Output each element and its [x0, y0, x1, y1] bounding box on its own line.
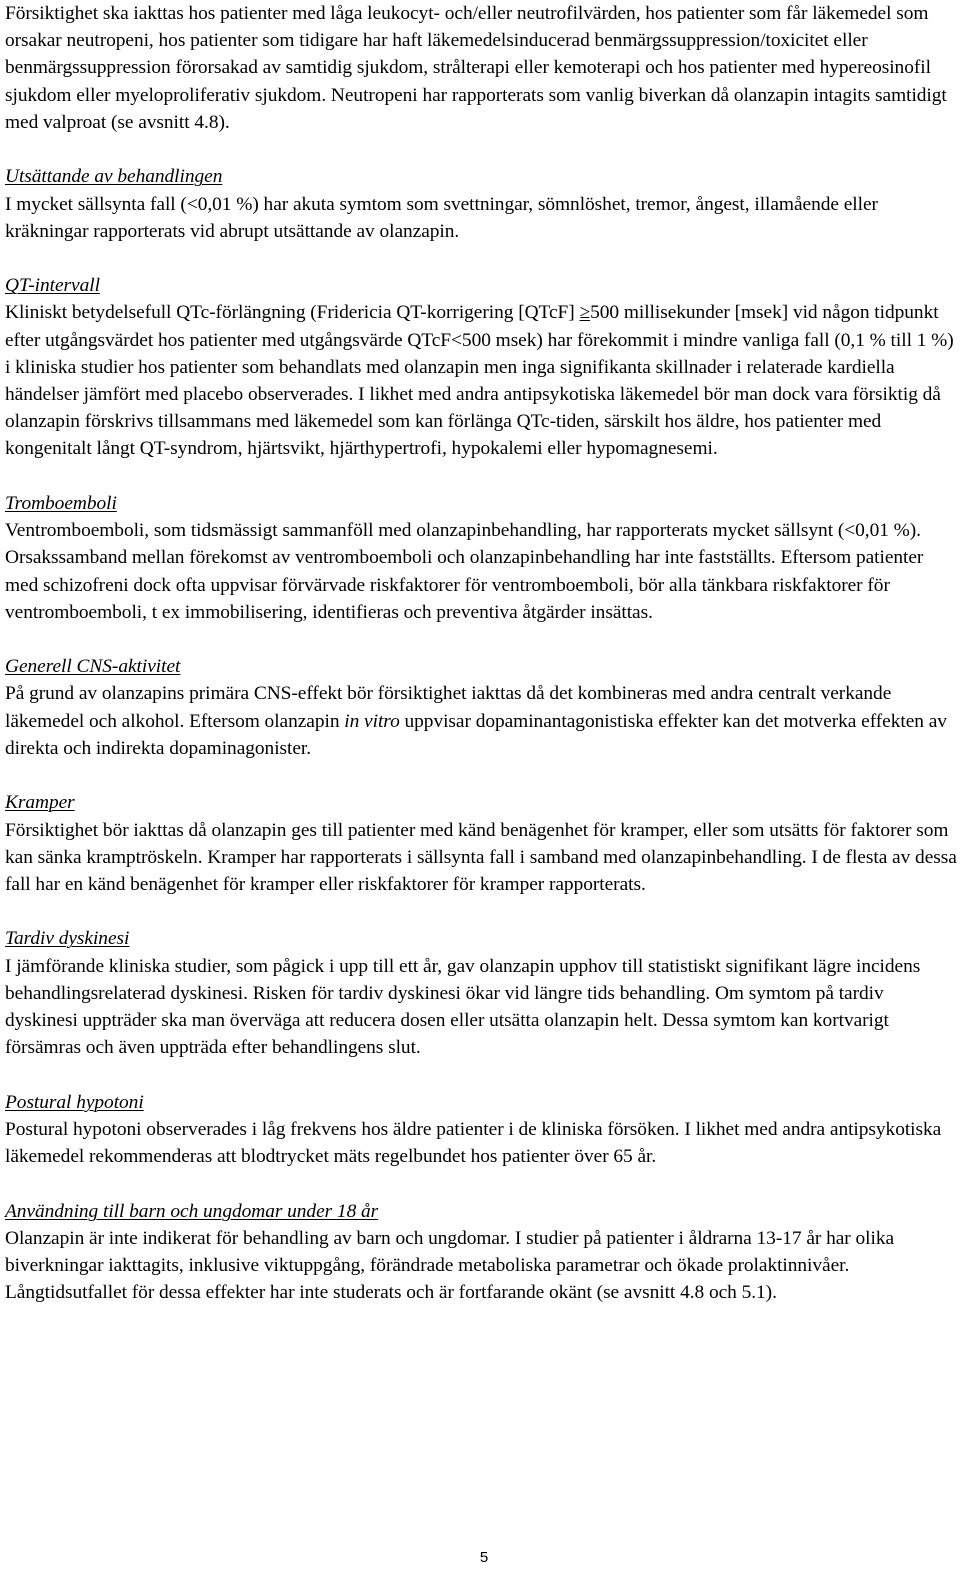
section-heading: Generell CNS-aktivitet [5, 656, 181, 678]
intro-paragraph: Försiktighet ska iakttas hos patienter med låga leukocyt- och/eller neutrofilvärden, hos patienter som får läkemedel som orsakar neutropeni, hos patienter som tidigare har haft läkemedelsinducerad benmärgssuppression/toxicitet eller benmärgssuppression förorsakad av samtidig sjukdom, strålterapi eller kemoterapi och hos patienter med hypereosinofil sjukdom eller myeloproliferativ sjukdom. Neutropeni har rapporterats som vanlig biverkan då olanzapin intagits samtidigt med valproat (se avsnitt 4.8). [5, 3, 947, 133]
section-barn-ungdomar [5, 1198, 957, 1307]
section-heading: Tromboemboli [5, 492, 117, 514]
section-heading: QT-intervall [5, 275, 100, 297]
section-kramper [5, 789, 957, 898]
italic-term: in vitro [344, 710, 400, 732]
section-body: Ventromboemboli, som tidsmässigt sammanföll med olanzapinbehandling, har rapporterats mycket sällsynt (<0,01 %). Orsakssamband mellan förekomst av ventromboemboli och olanzapinbehandling har inte fastställts. Eftersom patienter med schizofreni dock ofta uppvisar förvärvade riskfaktorer för ventromboemboli, bör alla tänkbara riskfaktorer för ventromboemboli, t ex immobilisering, identifieras och preventiva åtgärder insättas. [5, 520, 924, 623]
document-page [5, 0, 957, 1307]
section-heading: Användning till barn och ungdomar under 18 år [5, 1200, 379, 1222]
section-heading: Postural hypotoni [5, 1091, 144, 1113]
section-postural-hypotoni [5, 1089, 957, 1171]
section-heading: Utsättande av behandlingen [5, 166, 223, 188]
gte-symbol: ≥ [579, 302, 591, 324]
body-text-before: På grund av olanzapins primära CNS-effekt bör försiktighet iakttas då det kombineras med andra centralt verkande läkemedel och alkohol. Eftersom olanzapin [5, 683, 892, 732]
section-qt-intervall [5, 272, 957, 462]
section-body: Postural hypotoni observerades i låg frekvens hos äldre patienter i de kliniska försöken. I likhet med andra antipsykotiska läkemedel rekommenderas att blodtrycket mäts regelbundet hos patienter över 65 år. [5, 1118, 942, 1168]
body-text-after: uppvisar dopaminantagonistiska effekter kan det motverka effekten av direkta och indirekta dopaminagonister. [5, 710, 947, 759]
body-text-before: Kliniskt betydelsefull QTc-förlängning (Fridericia QT-korrigering [QTcF] [5, 302, 580, 324]
section-generell-cns [5, 653, 957, 762]
section-heading: Tardiv dyskinesi [5, 928, 130, 950]
page-number: 5 [479, 1549, 489, 1566]
section-body: I jämförande kliniska studier, som pågick i upp till ett år, gav olanzapin upphov till statistiskt signifikant lägre incidens behandlingsrelaterad dyskinesi. Risken för tardiv dyskinesi ökar vid längre tids behandling. Om symtom på tardiv dyskinesi uppträder ska man överväga att reducera dosen eller utsätta olanzapin helt. Dessa symtom kan kortvarigt försämras och även uppträda efter behandlingens slut. [5, 955, 921, 1059]
body-text-after: 500 millisekunder [msek] vid någon tidpunkt efter utgångsvärdet hos patienter med utgångsvärde QTcF<500 msek) har förekommit i mindre vanliga fall (0,1 % till 1 %) i kliniska studier hos patienter som behandlats med olanzapin men inga signifikanta skillnader i relaterade kardiella händelser jämfört med placebo observerades. I likhet med andra antipsykotiska läkemedel bör man dock vara försiktig då olanzapin förskrivs tillsammans med läkemedel som kan förlänga QTc-tiden, särskilt hos äldre, hos patienter med kongenitalt långt QT-syndrom, hjärtsvikt, hjärthypertrofi, hypokalemi eller hypomagnesemi. [5, 302, 954, 460]
section-heading: Kramper [5, 792, 75, 814]
section-tromboemboli [5, 490, 957, 626]
section-tardiv-dyskinesi [5, 925, 957, 1061]
section-body: I mycket sällsynta fall (<0,01 %) har akuta symtom som svettningar, sömnlöshet, tremor, ångest, illamående eller kräkningar rapporterats vid abrupt utsättande av olanzapin. [5, 193, 878, 242]
section-body [5, 680, 957, 762]
section-body: Olanzapin är inte indikerat för behandling av barn och ungdomar. I studier på patienter i åldrarna 13-17 år har olika biverkningar iakttagits, inklusive viktuppgång, förändrade metaboliska parametrar och ökade prolaktinnivåer. Långtidsutfallet för dessa effekter har inte studerats och är fortfarande okänt (se avsnitt 4.8 och 5.1). [5, 1227, 895, 1304]
section-utsattande [5, 163, 957, 245]
section-body: Försiktighet bör iakttas då olanzapin ges till patienter med känd benägenhet för kramper, eller som utsätts för faktorer som kan sänka kramptröskeln. Kramper har rapporterats i sällsynta fall i samband med olanzapinbehandling. I de flesta av dessa fall har en känd benägenhet för kramper eller riskfaktorer för kramper rapporterats. [5, 819, 957, 895]
section-body [5, 299, 957, 462]
